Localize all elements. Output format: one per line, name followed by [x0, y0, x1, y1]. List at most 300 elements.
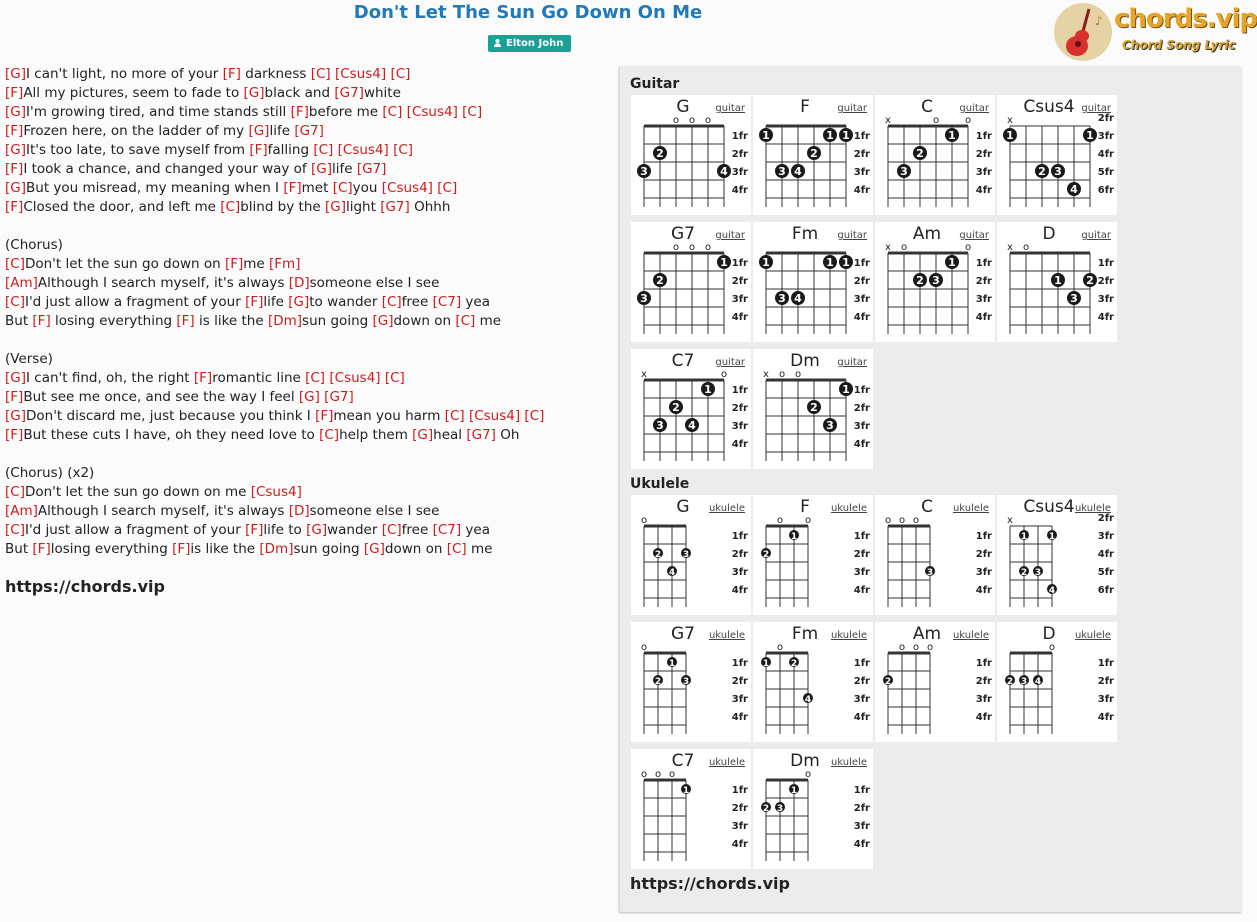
instrument-link[interactable]: ukulele [952, 503, 989, 514]
finger-number: 4 [794, 292, 802, 305]
finger-number: 3 [826, 419, 834, 432]
finger-number: 2 [916, 147, 924, 160]
lyric-text: down on [393, 313, 456, 329]
chord-name: Fm [791, 624, 819, 644]
fret-label: 5fr [1097, 567, 1114, 578]
lyric-text: help them [339, 427, 413, 443]
chord-tag[interactable]: [F] [5, 389, 24, 405]
chord-name: C [921, 97, 933, 117]
chord-tag[interactable]: [Csus4] [468, 408, 521, 424]
lyric-text: I'd just allow a fragment of your [24, 522, 246, 538]
fret-label: 4fr [1097, 312, 1114, 323]
chord-tag[interactable]: [F] [5, 427, 24, 443]
string-marker: o [778, 369, 786, 380]
finger-number: 1 [668, 659, 676, 669]
chord-tag[interactable]: [G] [5, 104, 26, 120]
instrument-link[interactable]: ukulele [830, 757, 867, 768]
instrument-link[interactable]: ukulele [1074, 503, 1111, 514]
chord-tag[interactable]: [G] [5, 180, 26, 196]
lyric-line [5, 65, 605, 84]
instrument-link[interactable]: ukulele [1074, 630, 1111, 641]
chord-tag[interactable]: [Am] [5, 275, 38, 291]
string-marker: o [720, 369, 728, 380]
lyric-text: Although I search myself, it's always [37, 275, 289, 291]
lyric-text: free [401, 522, 433, 538]
chord-tag[interactable]: [G] [5, 408, 26, 424]
chord-tag[interactable]: [F] [5, 199, 24, 215]
lyric-text: life [331, 161, 357, 177]
instrument-link[interactable]: guitar [837, 103, 867, 114]
string-marker: o [672, 242, 680, 253]
lyric-text: heal [433, 427, 467, 443]
fret-label: 2fr [975, 549, 992, 560]
fret-label: 3fr [1097, 131, 1114, 142]
instrument-link[interactable]: guitar [1081, 230, 1111, 241]
lyric-text: me [243, 256, 270, 272]
string-marker: x [1007, 242, 1013, 253]
fret-label: 1fr [731, 385, 748, 396]
fret-label: 4fr [975, 185, 992, 196]
chord-tag[interactable]: [F] [222, 66, 241, 82]
lyric-text: But see me once, and see the way I feel [23, 389, 299, 405]
fret-label: 1fr [975, 658, 992, 669]
chord-tag[interactable]: [G] [324, 199, 346, 215]
chord-tag[interactable]: [C] [524, 408, 545, 424]
chord-tag[interactable]: [C] [319, 427, 340, 443]
chord-card-am[interactable] [875, 222, 995, 342]
chord-tag[interactable]: [F] [315, 408, 334, 424]
lyric-text: Frozen here, on the ladder of my [23, 123, 249, 139]
finger-number: 2 [762, 550, 770, 560]
lyric-text: (Verse) [5, 351, 53, 367]
string-marker: x [885, 115, 891, 126]
chord-tag[interactable]: [Csus4] [337, 142, 389, 158]
chord-tag[interactable]: [G] [5, 66, 26, 82]
lyric-text: white [363, 85, 401, 101]
lyric-text: But these cuts I have, oh they need love to [23, 427, 320, 443]
finger-number: 3 [656, 419, 664, 432]
chord-name: C [921, 497, 933, 517]
chord-card-dm[interactable] [753, 349, 873, 469]
finger-number: 2 [656, 147, 664, 160]
chord-tag[interactable]: [C] [390, 66, 411, 82]
chord-card-c[interactable] [875, 95, 995, 215]
finger-number: 4 [720, 165, 728, 178]
lyric-text: life [263, 294, 289, 310]
lyric-text: Don't let the sun go down on [24, 256, 225, 272]
finger-number: 2 [654, 550, 662, 560]
lyric-text: I took a chance, and changed your way of [23, 161, 311, 177]
chord-tag[interactable]: [C] [5, 256, 25, 272]
fret-label: 3fr [731, 167, 748, 178]
chord-card-dm[interactable] [753, 749, 873, 869]
lyric-text: falling [267, 142, 314, 158]
fret-label: 3fr [853, 421, 870, 432]
lyric-text: Although I search myself, it's always [37, 503, 289, 519]
lyric-line [5, 407, 605, 426]
instrument-link[interactable]: guitar [959, 230, 989, 241]
instrument-link[interactable]: guitar [715, 230, 745, 241]
chord-tag[interactable]: [C] [446, 541, 467, 557]
string-marker: o [932, 115, 940, 126]
fret-label: 4fr [731, 712, 748, 723]
chord-name: F [800, 497, 810, 517]
instrument-link[interactable]: guitar [837, 357, 867, 368]
fret-label: 1fr [975, 131, 992, 142]
lyric-line [5, 350, 605, 369]
fret-label: 3fr [975, 167, 992, 178]
chord-tag[interactable]: [Dm] [259, 541, 294, 557]
string-marker: o [776, 515, 784, 526]
fret-label: 4fr [731, 439, 748, 450]
instrument-link[interactable]: ukulele [708, 630, 745, 641]
chord-tag[interactable]: [F] [283, 180, 302, 196]
chord-card-c7[interactable] [631, 749, 751, 869]
lyric-text: I'd just allow a fragment of your [24, 294, 246, 310]
lyric-text: Ohhh [409, 199, 451, 215]
chord-name: C7 [671, 751, 695, 771]
fret-label: 4fr [853, 312, 870, 323]
lyric-line [5, 198, 605, 217]
lyric-text: life [269, 123, 295, 139]
chord-tag[interactable]: [C] [384, 370, 405, 386]
fret-label: 4fr [975, 712, 992, 723]
instrument-link[interactable]: ukulele [708, 503, 745, 514]
chord-tag[interactable]: [C] [310, 66, 331, 82]
fret-label: 5fr [1097, 167, 1114, 178]
chord-card-d[interactable] [997, 622, 1117, 742]
chord-tag[interactable]: [G] [306, 522, 328, 538]
lyric-text: I can't light, no more of your [26, 66, 223, 82]
finger-number: 1 [762, 129, 770, 142]
fret-label: 1fr [853, 785, 870, 796]
chord-tag[interactable]: [G] [298, 389, 320, 405]
chord-card-g[interactable] [631, 95, 751, 215]
finger-number: 2 [810, 147, 818, 160]
fret-label: 6fr [1097, 185, 1114, 196]
lyric-line [5, 483, 605, 502]
artist-badge[interactable] [488, 35, 571, 52]
lyrics-block [5, 65, 605, 559]
lyric-line [5, 122, 605, 141]
fret-label: 2fr [853, 803, 870, 814]
finger-number: 3 [1020, 677, 1028, 687]
chord-tag[interactable]: [G] [243, 85, 265, 101]
lyric-line [5, 540, 605, 559]
chord-tag[interactable]: [C] [5, 484, 25, 500]
lyric-text: is like the [194, 313, 268, 329]
chord-card-fm[interactable] [753, 622, 873, 742]
chord-tag[interactable]: [C7] [432, 294, 462, 310]
fret-label: 2fr [731, 676, 748, 687]
fret-label: 2fr [1097, 676, 1114, 687]
string-marker: o [654, 769, 662, 780]
fret-label: 1fr [853, 531, 870, 542]
finger-number: 3 [682, 550, 690, 560]
fret-label: 4fr [1097, 549, 1114, 560]
chord-tag[interactable]: [G] [363, 541, 385, 557]
fret-label: 3fr [853, 821, 870, 832]
chord-card-d[interactable] [997, 222, 1117, 342]
chord-tag[interactable]: [Csus4] [334, 66, 387, 82]
chord-tag[interactable]: [G] [248, 123, 270, 139]
chord-tag[interactable]: [C] [437, 180, 458, 196]
chord-card-g[interactable] [631, 495, 751, 615]
fret-label: 2fr [975, 149, 992, 160]
chord-name: D [1042, 624, 1056, 644]
lyric-text: down on [384, 541, 447, 557]
fret-label: 3fr [975, 694, 992, 705]
chord-tag[interactable]: [C] [5, 522, 25, 538]
lyric-text: sun going [293, 541, 364, 557]
chord-tag[interactable]: [G] [412, 427, 434, 443]
finger-number: 3 [778, 292, 786, 305]
finger-number: 2 [916, 274, 924, 287]
finger-number: 1 [948, 129, 956, 142]
lyric-line [5, 274, 605, 293]
chord-tag[interactable]: [G] [5, 370, 26, 386]
finger-number: 4 [794, 165, 802, 178]
instrument-link[interactable]: ukulele [708, 757, 745, 768]
chord-tag[interactable]: [F] [290, 104, 309, 120]
chord-tag[interactable]: [Csus4] [381, 180, 433, 196]
chord-card-csus4[interactable] [997, 95, 1117, 215]
chord-tag[interactable]: [F] [176, 313, 195, 329]
chord-tag[interactable]: [F] [249, 142, 268, 158]
chord-tag[interactable]: [C7] [432, 522, 462, 538]
fret-label: 1fr [731, 785, 748, 796]
string-marker: x [763, 369, 769, 380]
chord-card-csus4[interactable] [997, 495, 1117, 615]
chord-tag[interactable]: [F] [245, 294, 264, 310]
string-marker: o [704, 242, 712, 253]
string-marker: o [898, 515, 906, 526]
finger-number: 1 [720, 256, 728, 269]
chord-tag[interactable]: [C] [313, 142, 334, 158]
chord-tag[interactable]: [G] [372, 313, 394, 329]
fret-label: 4fr [853, 712, 870, 723]
chord-tag[interactable]: [F] [224, 256, 244, 272]
chord-tag[interactable]: [Fm] [269, 256, 301, 272]
chord-tag[interactable]: [D] [288, 503, 310, 519]
string-marker: o [672, 115, 680, 126]
chord-tag[interactable]: [G7] [324, 389, 354, 405]
string-marker: x [641, 369, 647, 380]
chord-card-fm[interactable] [753, 222, 873, 342]
fret-label: 1fr [731, 258, 748, 269]
finger-number: 4 [688, 419, 696, 432]
fret-label: 3fr [731, 294, 748, 305]
site-logo[interactable] [1054, 3, 1257, 63]
ukulele-heading: Ukulele [630, 476, 690, 492]
finger-number: 4 [1034, 677, 1042, 687]
finger-number: 4 [804, 695, 812, 705]
finger-number: 1 [948, 256, 956, 269]
chord-card-am[interactable] [875, 622, 995, 742]
site-url-footer[interactable]: https://chords.vip [630, 874, 790, 893]
fret-label: 2fr [853, 403, 870, 414]
instrument-link[interactable]: guitar [959, 103, 989, 114]
chord-tag[interactable]: [C] [305, 370, 326, 386]
logo-subtitle: Chord Song Lyric [1122, 38, 1236, 52]
string-marker: o [804, 515, 812, 526]
chord-tag[interactable]: [G7] [334, 85, 364, 101]
finger-number: 2 [654, 677, 662, 687]
lyric-text: Closed the door, and left me [23, 199, 221, 215]
fret-label: 4fr [731, 585, 748, 596]
fret-label: 1fr [853, 131, 870, 142]
chord-tag[interactable]: [G] [310, 161, 332, 177]
lyric-text: Oh [495, 427, 520, 443]
chord-card-g7[interactable] [631, 622, 751, 742]
instrument-link[interactable]: guitar [715, 357, 745, 368]
fret-label: 2fr [731, 276, 748, 287]
chord-tag[interactable]: [C] [5, 294, 25, 310]
fret-label: 1fr [975, 258, 992, 269]
lyric-text: life to [263, 522, 307, 538]
chord-name: Am [912, 224, 942, 244]
chord-name: Am [912, 624, 942, 644]
string-marker: o [898, 642, 906, 653]
fret-label: 3fr [853, 694, 870, 705]
chord-name: G [676, 97, 690, 117]
string-marker: o [804, 769, 812, 780]
chord-tag[interactable]: [F] [5, 123, 24, 139]
chord-tag[interactable]: [F] [32, 313, 51, 329]
fret-label: 4fr [1097, 712, 1114, 723]
chord-tag[interactable]: [G] [5, 142, 26, 158]
string-marker: x [1007, 115, 1013, 126]
lyric-line [5, 369, 605, 388]
finger-number: 1 [1048, 532, 1056, 542]
fret-label: 3fr [731, 567, 748, 578]
chord-card-c7[interactable] [631, 349, 751, 469]
lyric-text: I can't find, oh, the right [26, 370, 194, 386]
finger-number: 2 [1020, 568, 1028, 578]
lyric-text: is like the [190, 541, 260, 557]
fret-label: 1fr [731, 531, 748, 542]
chord-tag[interactable]: [G7] [356, 161, 387, 177]
chord-tag[interactable]: [C] [382, 104, 403, 120]
fret-label: 2fr [1097, 513, 1114, 524]
chord-tag[interactable]: [C] [332, 180, 353, 196]
chord-tag[interactable]: [G7] [380, 199, 410, 215]
fret-label: 4fr [853, 439, 870, 450]
chord-card-g7[interactable] [631, 222, 751, 342]
person-icon [494, 39, 501, 47]
chord-tag[interactable]: [C] [220, 199, 241, 215]
lyric-text: me [475, 313, 502, 329]
fret-label: 2fr [853, 276, 870, 287]
chord-tag[interactable]: [F] [5, 161, 24, 177]
chord-tag[interactable]: [Csus4] [329, 370, 381, 386]
chord-name: G [676, 497, 690, 517]
string-marker: o [1022, 242, 1030, 253]
instrument-link[interactable]: ukulele [830, 503, 867, 514]
chord-tag[interactable]: [D] [288, 275, 310, 291]
instrument-link[interactable]: ukulele [952, 630, 989, 641]
chord-card-f[interactable] [753, 495, 873, 615]
chord-tag[interactable]: [G] [288, 294, 310, 310]
instrument-link[interactable]: guitar [715, 103, 745, 114]
chord-tag[interactable]: [C] [462, 104, 483, 120]
string-marker: o [640, 642, 648, 653]
chord-tag[interactable]: [F] [193, 370, 213, 386]
logo-emblem [1054, 3, 1112, 61]
fret-label: 2fr [731, 549, 748, 560]
fret-label: 2fr [1097, 276, 1114, 287]
chord-tag[interactable]: [F] [245, 522, 264, 538]
finger-number: 3 [1070, 292, 1078, 305]
lyric-text: Don't let the sun go down on me [24, 484, 251, 500]
fret-label: 4fr [853, 839, 870, 850]
chord-card-c[interactable] [875, 495, 995, 615]
fret-label: 2fr [975, 276, 992, 287]
chord-tag[interactable]: [Csus4] [406, 104, 458, 120]
chord-name: Fm [791, 224, 819, 244]
lyric-text: (Chorus) [5, 237, 63, 253]
finger-number: 3 [778, 165, 786, 178]
string-marker: x [885, 242, 891, 253]
finger-number: 2 [762, 804, 770, 814]
instrument-link[interactable]: guitar [1081, 103, 1111, 114]
lyric-line [5, 179, 605, 198]
fret-label: 3fr [731, 694, 748, 705]
chord-name: G7 [671, 224, 695, 244]
fret-label: 3fr [853, 167, 870, 178]
finger-number: 4 [1048, 586, 1056, 596]
chord-tag[interactable]: [F] [32, 541, 51, 557]
chord-tag[interactable]: [Csus4] [250, 484, 302, 500]
string-marker: o [640, 515, 648, 526]
chord-tag[interactable]: [G7] [294, 123, 324, 139]
lyric-text: yea [461, 294, 490, 310]
chord-tag[interactable]: [C] [381, 522, 402, 538]
string-marker: o [668, 769, 676, 780]
string-marker: o [688, 115, 696, 126]
finger-number: 3 [640, 165, 648, 178]
chord-tag[interactable]: [G7] [466, 427, 496, 443]
finger-number: 3 [932, 274, 940, 287]
finger-number: 1 [762, 256, 770, 269]
finger-number: 1 [1006, 129, 1014, 142]
chord-tag[interactable]: [C] [393, 142, 414, 158]
chord-tag[interactable]: [Dm] [267, 313, 303, 329]
string-marker: o [964, 115, 972, 126]
instrument-link[interactable]: guitar [837, 230, 867, 241]
fret-label: 1fr [853, 385, 870, 396]
lyric-line [5, 445, 605, 464]
chord-tag[interactable]: [Am] [5, 503, 38, 519]
chord-tag[interactable]: [F] [172, 541, 191, 557]
site-url[interactable]: https://chords.vip [5, 577, 165, 596]
finger-number: 3 [1034, 568, 1042, 578]
lyric-line [5, 331, 605, 350]
instrument-link[interactable]: ukulele [830, 630, 867, 641]
lyric-text: All my pictures, seem to fade to [23, 85, 244, 101]
chord-tag[interactable]: [C] [455, 313, 476, 329]
chord-tag[interactable]: [C] [381, 294, 402, 310]
chord-tag[interactable]: [F] [5, 85, 24, 101]
finger-number: 2 [790, 659, 798, 669]
lyric-line [5, 141, 605, 160]
lyric-text: wander [327, 522, 382, 538]
fret-label: 1fr [1097, 658, 1114, 669]
chord-tag[interactable]: [C] [444, 408, 465, 424]
chord-card-f[interactable] [753, 95, 873, 215]
lyric-text: blind by the [240, 199, 325, 215]
lyric-text: Don't discard me, just because you think I [26, 408, 316, 424]
